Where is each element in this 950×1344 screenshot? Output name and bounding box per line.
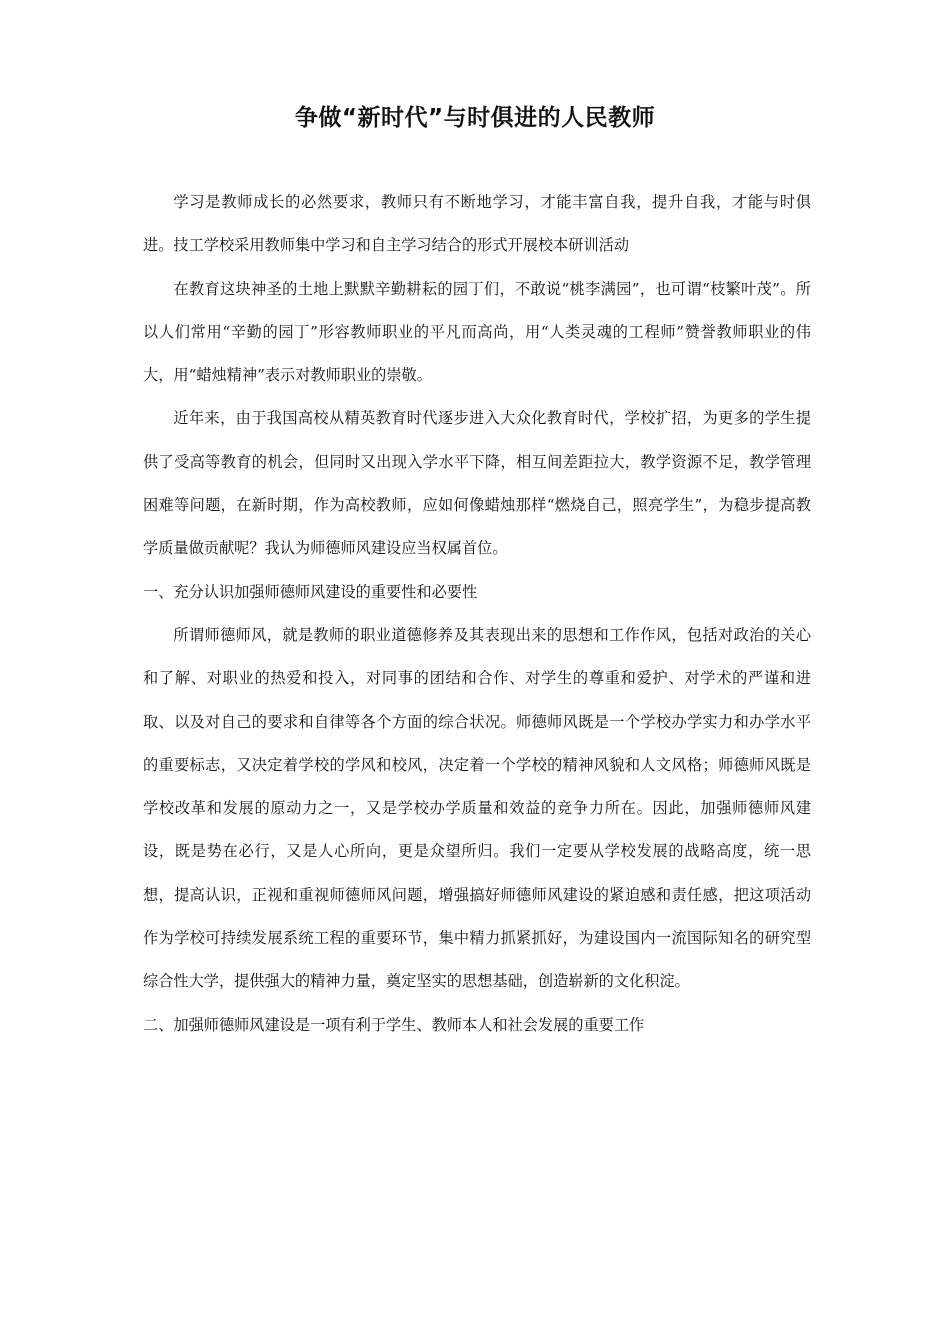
paragraph-teacher-ethics: 所谓师德师风，就是教师的职业道德修养及其表现出来的思想和工作作风，包括对政治的关心和了解、对职业的热爱和投入，对同事的团结和合作、对学生的尊重和爱护、对学术的严谨和进取、以及对自己的要求和自律等各个方面的综合状况。师德师风既是一个学校办学实力和办学水平的重要标志，又决定着学校的学风和校风，决定着一个学校的精神风貌和人文风格；师德师风既是学校改革和发展的原动力之一，又是学校办学质量和效益的竞争力所在。因此，加强师德师风建设，既是势在必行，又是人心所向，更是众望所归。我们一定要从学校发展的战略高度，统一思想，提高认识，正视和重视师德师风问题，增强搞好师德师风建设的紧迫感和责任感，把这项活动作为学校可持续发展系统工程的重要环节，集中精力抓紧抓好，为建设国内一流国际知名的研究型综合性大学，提供强大的精神力量，奠定坚实的思想基础，创造崭新的文化积淀。 — [143, 625, 811, 991]
document-body — [143, 181, 811, 1047]
section-heading-2: 二、加强师德师风建设是一项有利于学生、教师本人和社会发展的重要工作 — [143, 1015, 645, 1034]
paragraph-intro: 学习是教师成长的必然要求，教师只有不断地学习，才能丰富自我，提升自我，才能与时俱进。技工学校采用教师集中学习和自主学习结合的形式开展校本研训活动 — [143, 193, 811, 255]
document-title: 争做“新时代”与时俱进的人民教师 — [294, 105, 656, 131]
paragraph-recent-years: 近年来，由于我国高校从精英教育时代逐步进入大众化教育时代，学校扩招，为更多的学生提供了受高等教育的机会，但同时又出现入学水平下降，相互间差距拉大，教学资源不足，教学管理困难等问题，在新时期，作为高校教师，应如何像蜡烛那样“燃烧自己，照亮学生”，为稳步提高教学质量做贡献呢？我认为师德师风建设应当权属首位。 — [143, 409, 811, 558]
section-heading-1: 一、充分认识加强师德师风建设的重要性和必要性 — [143, 582, 478, 601]
paragraph-gardeners: 在教育这块神圣的土地上默默辛勤耕耘的园丁们，不敢说“桃李满园”，也可谓“枝繁叶茂”。所以人们常用“辛勤的园丁”形容教师职业的平凡而高尚，用“人类灵魂的工程师”赞誉教师职业的伟大，用“蜡烛精神”表示对教师职业的崇敬。 — [143, 279, 811, 385]
